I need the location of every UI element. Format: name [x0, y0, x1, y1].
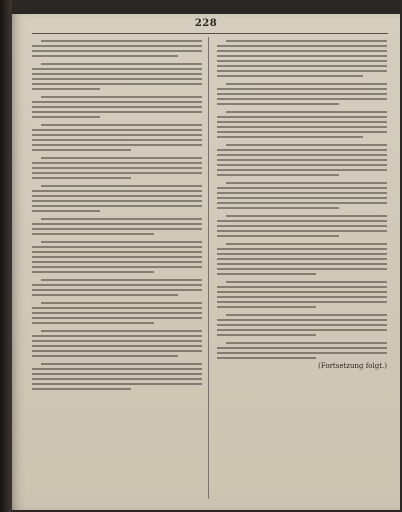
text-line — [217, 164, 387, 166]
text-line — [217, 258, 387, 260]
text-line — [226, 144, 387, 146]
paragraph-gap — [217, 77, 387, 80]
text-line — [217, 253, 387, 255]
text-line — [32, 256, 202, 258]
text-line — [32, 345, 202, 347]
text-line — [217, 301, 387, 303]
text-line — [217, 45, 387, 47]
paragraph-gap — [32, 357, 202, 360]
text-line — [32, 294, 178, 296]
text-line — [32, 200, 202, 202]
text-line — [217, 286, 387, 288]
text-line — [32, 149, 131, 151]
text-line — [217, 159, 387, 161]
text-line — [217, 352, 387, 354]
text-line — [32, 340, 202, 342]
paragraph-gap — [217, 209, 387, 212]
continuation-note: (Fortsetzung folgt.) — [318, 362, 387, 370]
text-line — [32, 177, 131, 179]
text-line — [217, 154, 387, 156]
text-line — [226, 111, 387, 113]
text-line — [217, 347, 387, 349]
text-line — [217, 296, 387, 298]
text-line — [32, 144, 202, 146]
text-line — [32, 271, 154, 273]
text-line — [217, 291, 387, 293]
text-line — [226, 215, 387, 217]
text-line — [41, 363, 202, 365]
text-line — [217, 220, 387, 222]
text-line — [32, 233, 154, 235]
paragraph-gap — [32, 90, 202, 93]
text-line — [32, 383, 202, 385]
text-line — [32, 373, 202, 375]
text-line — [217, 149, 387, 151]
paragraph-gap — [32, 118, 202, 121]
paragraph-gap — [217, 237, 387, 240]
text-line — [32, 205, 202, 207]
text-line — [226, 182, 387, 184]
right-column — [217, 37, 387, 501]
text-line — [32, 190, 202, 192]
left-column — [32, 37, 202, 501]
text-line — [226, 40, 387, 42]
book-page — [12, 14, 400, 510]
text-line — [32, 106, 202, 108]
text-line — [32, 195, 202, 197]
text-line — [41, 157, 202, 159]
text-line — [32, 335, 202, 337]
text-line — [217, 70, 387, 72]
text-line — [32, 172, 202, 174]
text-line — [32, 223, 202, 225]
text-line — [32, 284, 202, 286]
text-line — [217, 131, 387, 133]
text-line — [32, 388, 131, 390]
text-line — [217, 334, 316, 336]
text-line — [41, 185, 202, 187]
text-line — [32, 55, 178, 57]
text-line — [217, 98, 387, 100]
text-line — [217, 65, 387, 67]
paragraph-gap — [217, 105, 387, 108]
text-line — [217, 126, 387, 128]
text-line — [226, 83, 387, 85]
text-line — [217, 169, 387, 171]
paragraph-gap — [217, 308, 387, 311]
text-line — [32, 101, 202, 103]
text-line — [32, 261, 202, 263]
text-line — [32, 111, 202, 113]
text-line — [32, 317, 202, 319]
text-line — [32, 378, 202, 380]
text-line — [217, 136, 363, 138]
text-line — [32, 45, 202, 47]
text-line — [217, 50, 387, 52]
text-line — [41, 330, 202, 332]
text-line — [41, 63, 202, 65]
text-line — [32, 78, 202, 80]
text-line — [32, 246, 202, 248]
text-line — [32, 162, 202, 164]
text-line — [32, 368, 202, 370]
text-line — [217, 88, 387, 90]
text-line — [41, 96, 202, 98]
text-line — [217, 187, 387, 189]
text-line — [217, 248, 387, 250]
paragraph-gap — [217, 336, 387, 339]
text-line — [226, 342, 387, 344]
text-line — [217, 230, 387, 232]
text-line — [217, 60, 387, 62]
paragraph-gap — [32, 179, 202, 182]
text-line — [226, 314, 387, 316]
book-binding-edge — [0, 0, 12, 512]
paragraph-gap — [32, 212, 202, 215]
paragraph-gap — [32, 151, 202, 154]
text-line — [32, 307, 202, 309]
text-line — [217, 235, 339, 237]
text-line — [217, 357, 316, 359]
paragraph-gap — [32, 296, 202, 299]
text-line — [32, 129, 202, 131]
text-line — [41, 124, 202, 126]
text-line — [32, 266, 202, 268]
text-line — [217, 202, 387, 204]
column-divider — [208, 37, 209, 499]
text-line — [217, 174, 339, 176]
text-line — [41, 40, 202, 42]
text-line — [32, 167, 202, 169]
text-line — [32, 210, 100, 212]
text-line — [217, 197, 387, 199]
header-rule — [32, 33, 388, 34]
text-line — [217, 116, 387, 118]
paragraph-gap — [32, 235, 202, 238]
text-line — [32, 50, 202, 52]
paragraph-gap — [217, 138, 387, 141]
text-line — [217, 192, 387, 194]
text-line — [217, 55, 387, 57]
text-line — [217, 103, 339, 105]
text-line — [226, 281, 387, 283]
text-line — [32, 68, 202, 70]
text-line — [32, 73, 202, 75]
text-line — [217, 319, 387, 321]
paragraph-gap — [32, 57, 202, 60]
text-line — [41, 302, 202, 304]
text-line — [41, 241, 202, 243]
text-line — [217, 75, 363, 77]
text-line — [32, 228, 202, 230]
text-line — [217, 324, 387, 326]
text-line — [32, 350, 202, 352]
paragraph-gap — [217, 275, 387, 278]
text-line — [32, 322, 154, 324]
text-line — [217, 263, 387, 265]
text-line — [32, 355, 178, 357]
paragraph-gap — [217, 176, 387, 179]
text-line — [32, 83, 202, 85]
text-line — [32, 312, 202, 314]
text-line — [32, 289, 202, 291]
text-line — [217, 225, 387, 227]
text-line — [32, 116, 100, 118]
text-line — [32, 134, 202, 136]
text-line — [41, 218, 202, 220]
text-line — [217, 306, 316, 308]
text-line — [32, 251, 202, 253]
text-line — [226, 243, 387, 245]
text-line — [217, 273, 316, 275]
text-line — [217, 207, 339, 209]
text-line — [32, 88, 100, 90]
text-line — [217, 93, 387, 95]
text-line — [217, 121, 387, 123]
paragraph-gap — [32, 273, 202, 276]
text-line — [217, 329, 387, 331]
text-line — [32, 139, 202, 141]
page-number: 228 — [194, 18, 218, 29]
text-line — [217, 268, 387, 270]
text-line — [41, 279, 202, 281]
paragraph-gap — [32, 324, 202, 327]
